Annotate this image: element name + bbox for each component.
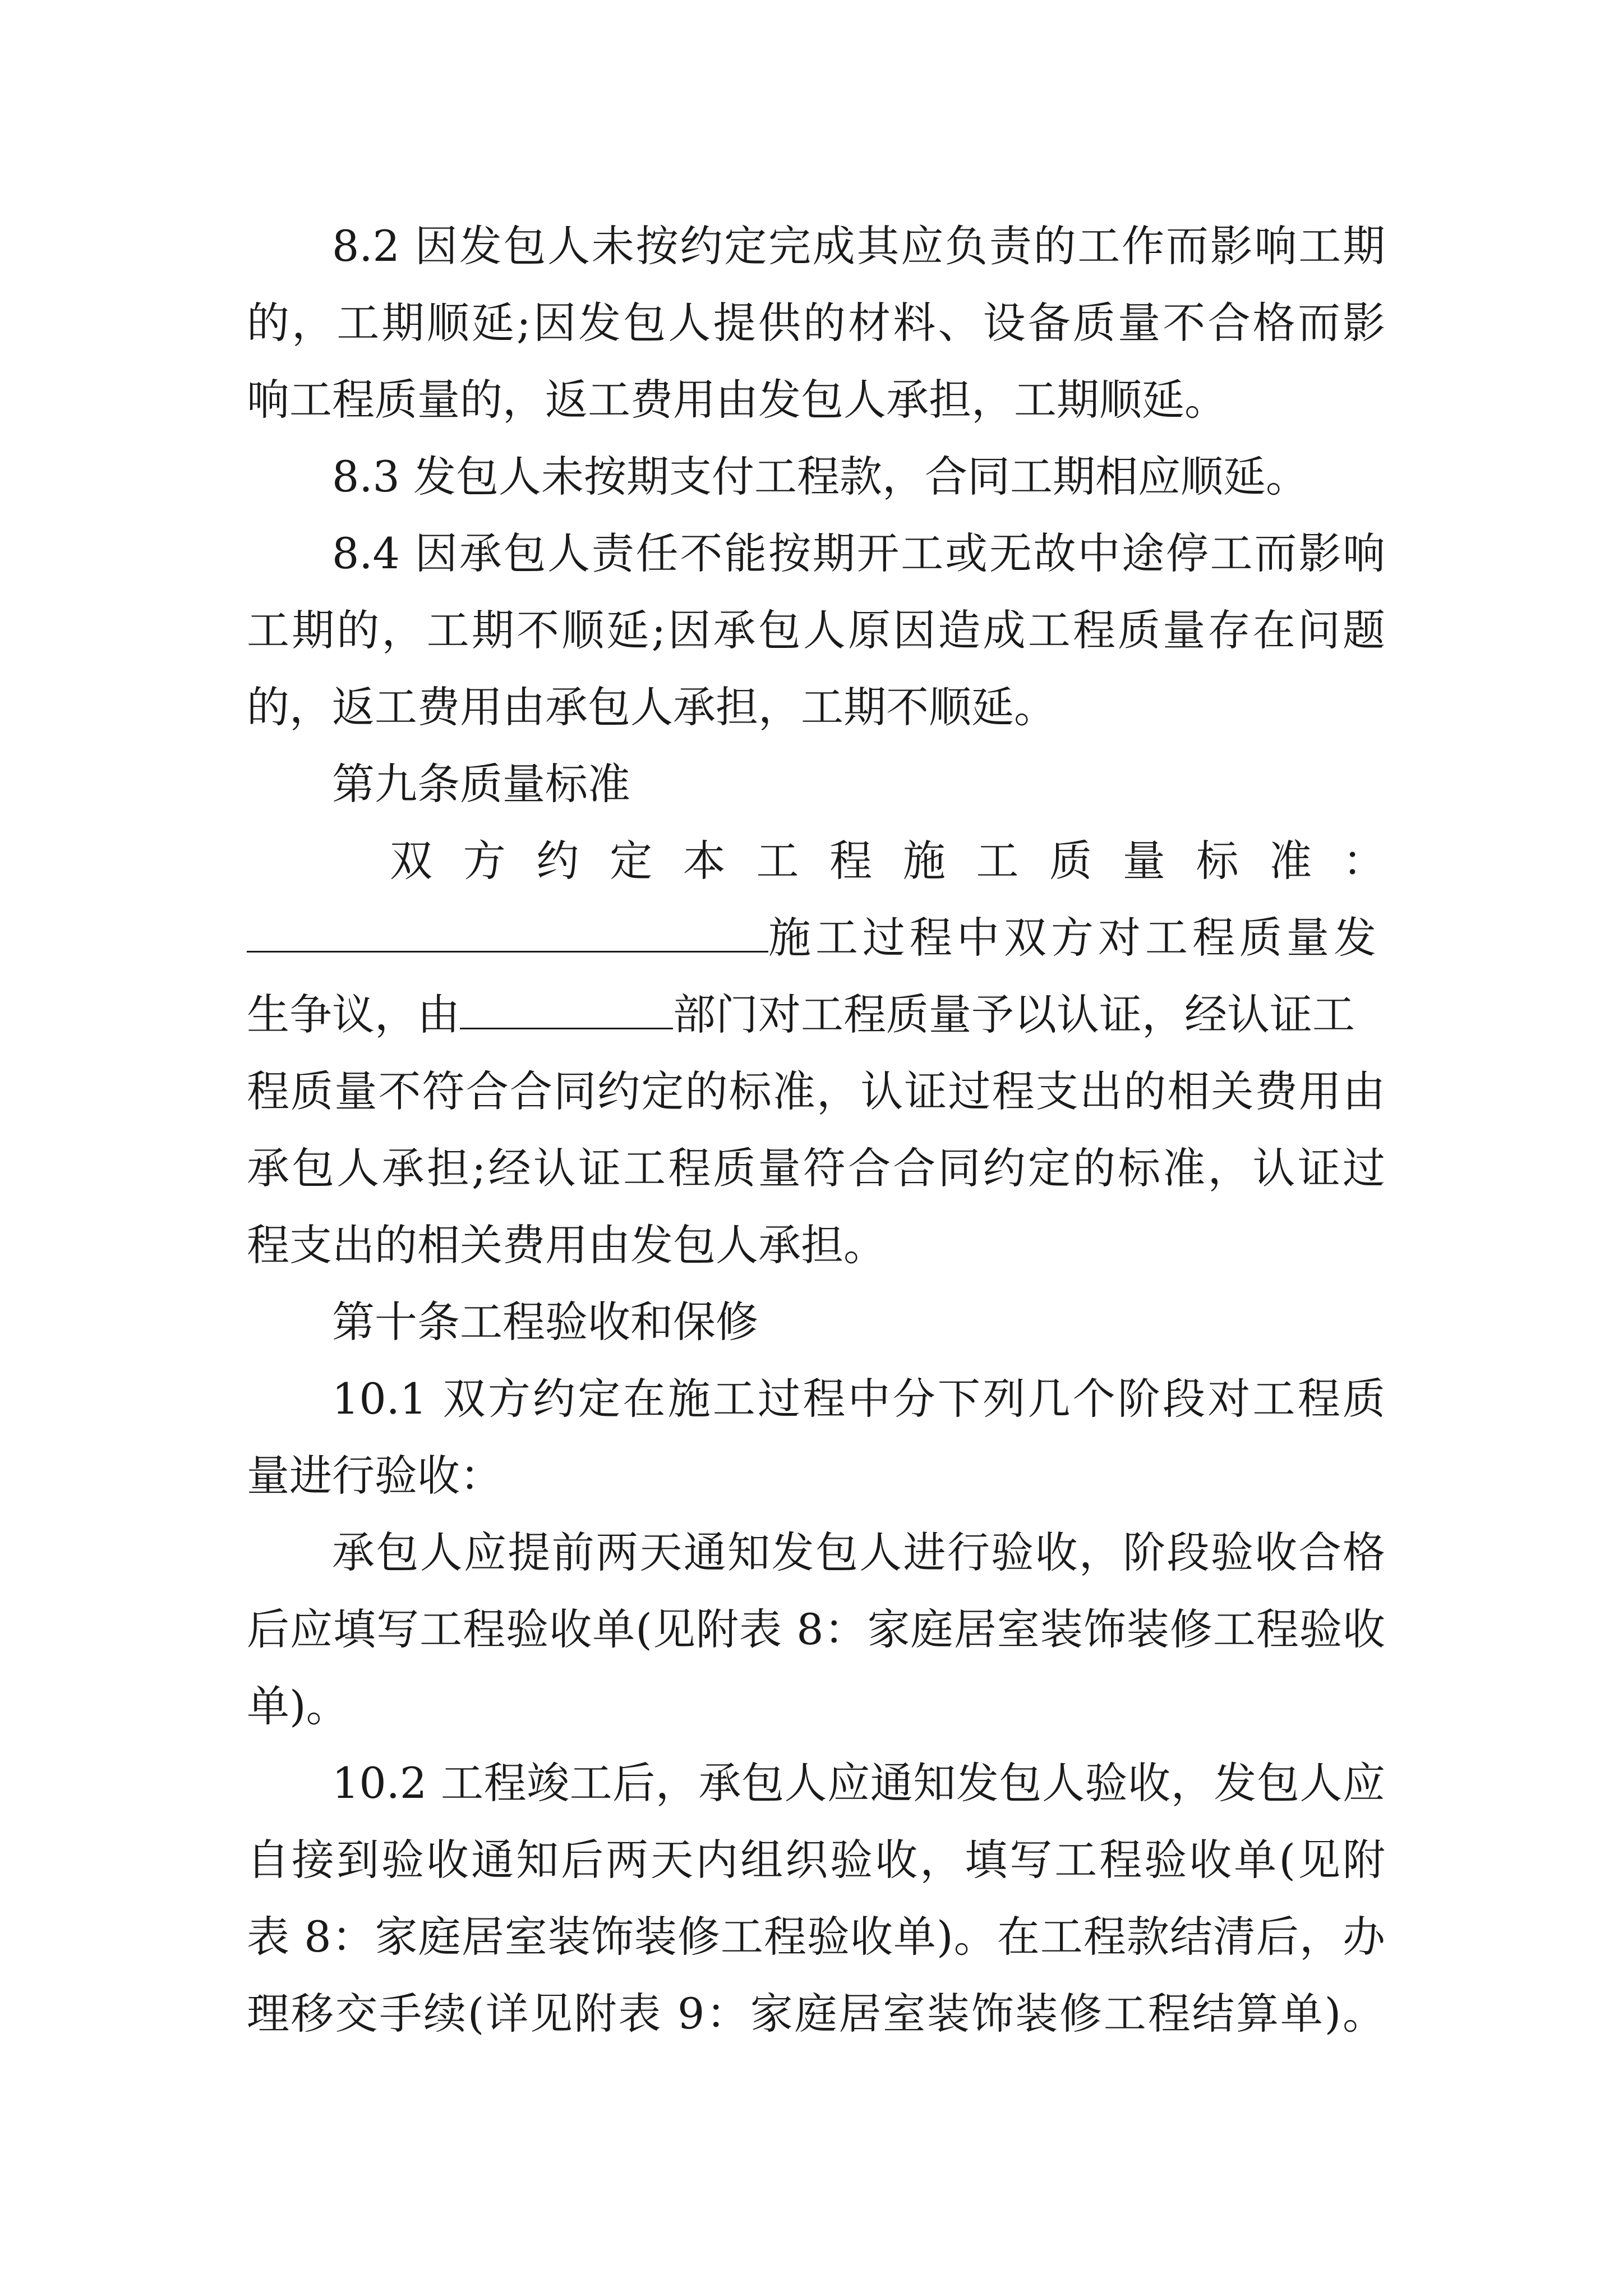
clause-10-1b-line-3: 单)。 <box>247 1681 349 1731</box>
clause-10-1-line-2: 量进行验收： <box>247 1451 502 1501</box>
clause-8-2-line-1: 8.2 因发包人未按约定完成其应负责的工作而影响工期 <box>332 221 1385 271</box>
clause-10-1b-line-1: 承包人应提前两天通知发包人进行验收，阶段验收合格 <box>332 1527 1385 1577</box>
clause-10-2-line-3: 表 8：家庭居室装饰装修工程验收单)。在工程款结清后，办 <box>247 1912 1385 1962</box>
certification-department-blank[interactable] <box>460 993 673 1029</box>
clause-8-4-line-1: 8.4 因承包人责任不能按期开工或无故中途停工而影响 <box>332 528 1385 578</box>
document-page <box>247 208 1385 2052</box>
clause-10-2-line-2: 自接到验收通知后两天内组织验收，填写工程验收单(见附 <box>247 1835 1385 1885</box>
clause-8-2-line-2: 的，工期顺延;因发包人提供的材料、设备质量不合格而影 <box>247 298 1385 348</box>
clause-8-3-line-1: 8.3 发包人未按期支付工程款，合同工期相应顺延。 <box>332 452 1309 501</box>
clause-9-title: 第九条质量标准 <box>332 759 630 809</box>
clause-9-line-6: 程支出的相关费用由发包人承担。 <box>247 1220 886 1270</box>
clause-8-2-line-3: 响工程质量的，返工费用由发包人承担，工期顺延。 <box>247 375 1227 425</box>
clause-10-2-line-4: 理移交手续(详见附表 9：家庭居室装饰装修工程结算单)。 <box>247 1989 1385 2039</box>
clause-10-2-line-1: 10.2 工程竣工后，承包人应通知发包人验收，发包人应 <box>332 1758 1385 1808</box>
quality-standard-blank[interactable] <box>247 916 768 953</box>
clause-10-1b-line-2: 后应填写工程验收单(见附表 8：家庭居室装饰装修工程验收 <box>247 1604 1385 1654</box>
clause-8-4-line-2: 工期的，工期不顺延;因承包人原因造成工程质量存在问题 <box>247 605 1385 655</box>
clause-10-1-line-1: 10.1 双方约定在施工过程中分下列几个阶段对工程质 <box>332 1374 1385 1424</box>
clause-9-line-2-text: 施工过程中双方对工程质量发 <box>768 913 1381 963</box>
clause-9-line-3-post: 部门对工程质量予以认证，经认证工 <box>673 990 1355 1039</box>
clause-8-4-line-3: 的，返工费用由承包人承担，工期不顺延。 <box>247 682 1057 732</box>
clause-9-line-4: 程质量不符合合同约定的标准，认证过程支出的相关费用由 <box>247 1066 1385 1116</box>
clause-9-line-3-pre: 生争议，由 <box>247 990 460 1039</box>
clause-9-line-1: 双方约定本工程施工质量标准： <box>390 836 1385 886</box>
clause-9-line-3 <box>247 976 1385 1053</box>
clause-9-line-5: 承包人承担;经认证工程质量符合合同约定的标准，认证过 <box>247 1143 1385 1193</box>
clause-9-line-2 <box>247 899 1385 976</box>
clause-10-title: 第十条工程验收和保修 <box>332 1297 758 1347</box>
